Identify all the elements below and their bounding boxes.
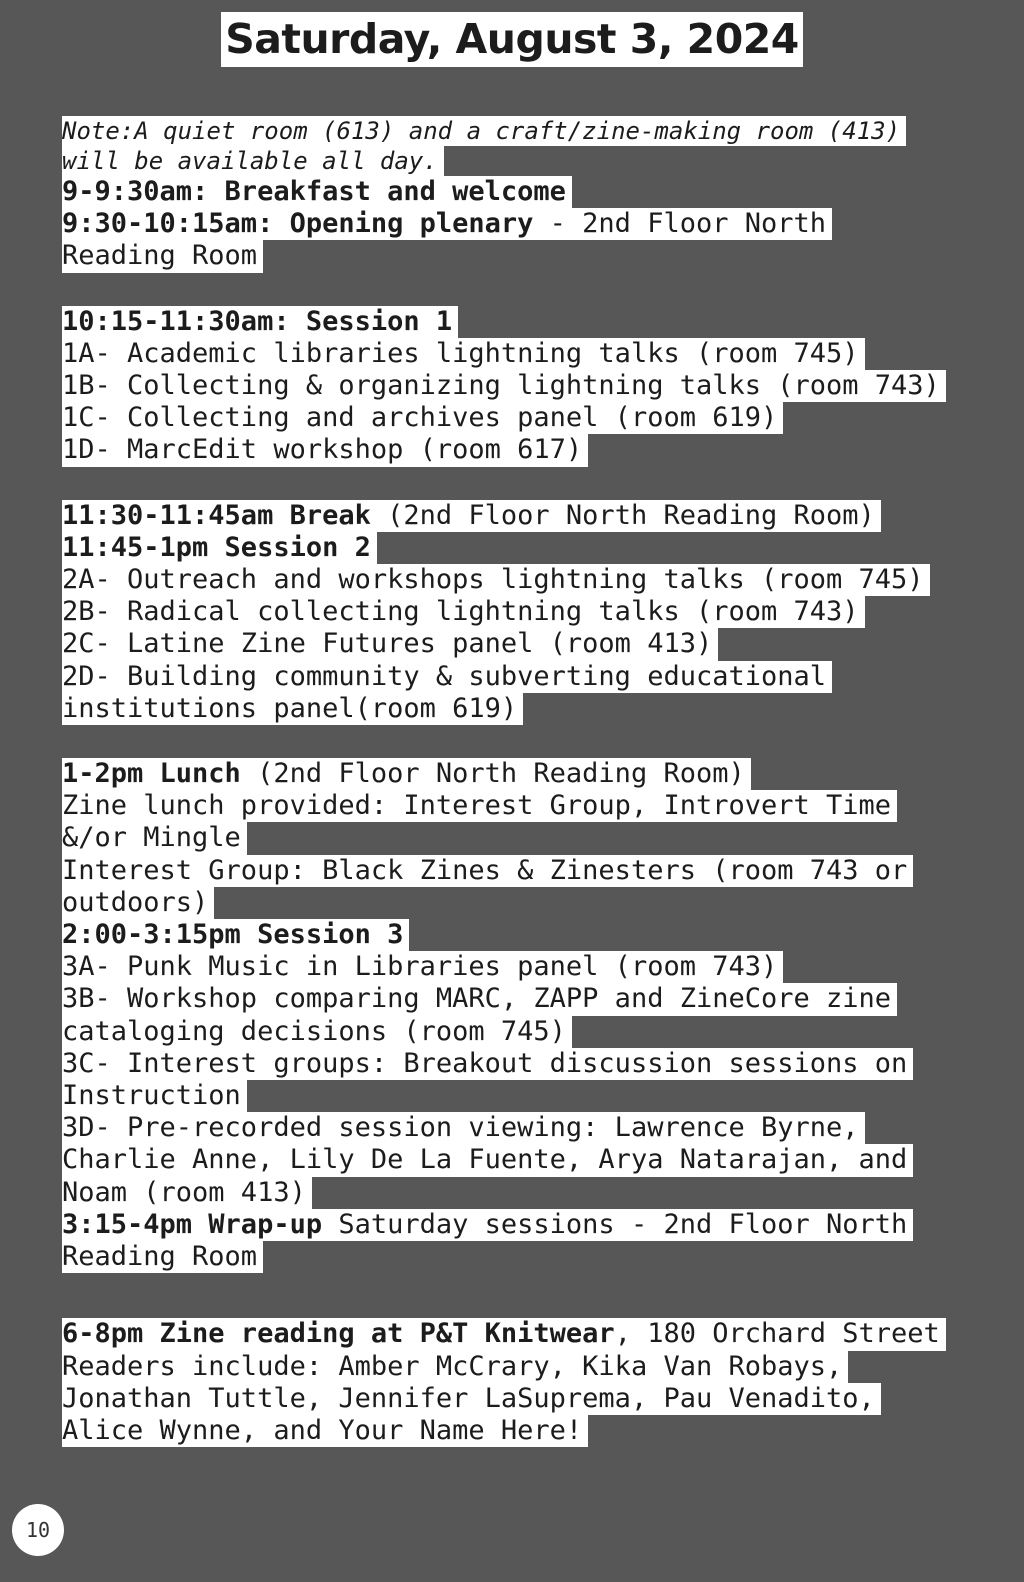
schedule-block-afternoon [62,758,992,1273]
note-line: Note:A quiet room (613) and a craft/zine-making room (413) [62,116,906,146]
schedule-block-morning [62,176,992,273]
schedule-line [62,306,458,338]
schedule-detail: Jonathan Tuttle, Jennifer LaSuprema, Pau Venadito, [62,1382,875,1414]
schedule-detail: - 2nd Floor North [533,208,827,240]
schedule-line [62,370,946,402]
page-number: 10 [12,1504,64,1556]
schedule-detail: 3A- Punk Music in Libraries panel (room 743) [62,951,778,983]
schedule-line [62,208,832,240]
schedule [62,116,992,1447]
schedule-detail: 1D- MarcEdit workshop (room 617) [62,434,583,466]
schedule-line [62,983,897,1015]
schedule-line [62,887,214,919]
schedule-line [62,693,523,725]
schedule-detail: Reading Room [62,1241,258,1273]
schedule-block-evening [62,1318,992,1447]
schedule-line [62,919,409,951]
spacer [62,273,992,306]
schedule-line [62,855,913,887]
schedule-detail: cataloging decisions (room 745) [62,1015,566,1047]
schedule-line [62,176,572,208]
schedule-line [62,1209,913,1241]
page-title: Saturday, August 3, 2024 [221,12,803,67]
schedule-detail: &/or Mingle [62,822,241,854]
schedule-block-session-1 [62,306,992,467]
schedule-detail: 3D- Pre-recorded session viewing: Lawrence Byrne, [62,1112,859,1144]
schedule-line [62,500,881,532]
schedule-time: 10:15-11:30am: Session 1 [62,305,453,337]
schedule-line [62,1383,881,1415]
schedule-line [62,1112,865,1144]
schedule-time: 3:15-4pm Wrap-up [62,1208,323,1240]
schedule-time: 6-8pm Zine reading at P&T Knitwear [62,1318,615,1350]
schedule-time: 9-9:30am: Breakfast and welcome [62,176,566,207]
schedule-line [62,338,865,370]
schedule-line [62,596,865,628]
schedule-detail: 1A- Academic libraries lightning talks (room 745) [62,337,859,369]
schedule-time: 11:45-1pm Session 2 [62,531,371,563]
schedule-time: 2:00-3:15pm Session 3 [62,919,404,951]
note-line: will be available all day. [62,146,444,176]
schedule-detail: Instruction [62,1080,241,1112]
schedule-line [62,758,751,790]
schedule-line [62,822,247,854]
schedule-detail: 2A- Outreach and workshops lightning talks (room 745) [62,564,924,596]
schedule-detail: 2C- Latine Zine Futures panel (room 413) [62,628,713,660]
schedule-line [62,402,783,434]
schedule-line [62,790,897,822]
schedule-line [62,1144,913,1176]
schedule-detail: (2nd Floor North Reading Room) [370,499,875,531]
schedule-detail: 1C- Collecting and archives panel (room 619) [62,402,778,434]
schedule-detail: , 180 Orchard Street [614,1318,940,1350]
spacer [62,467,992,500]
schedule-detail: 3C- Interest groups: Breakout discussion sessions on [62,1047,908,1079]
schedule-detail: Saturday sessions - 2nd Floor North [322,1208,908,1240]
schedule-detail: 2D- Building community & subverting educational [62,660,827,692]
schedule-line [62,1048,913,1080]
schedule-detail: Alice Wynne, and Your Name Here! [62,1414,583,1446]
schedule-line [62,532,377,564]
schedule-line [62,1415,588,1447]
schedule-detail: outdoors) [62,886,209,918]
schedule-detail: 3B- Workshop comparing MARC, ZAPP and ZineCore zine [62,983,892,1015]
schedule-line [62,1318,946,1350]
schedule-detail: (2nd Floor North Reading Room) [240,758,745,790]
schedule-line [62,951,783,983]
schedule-line [62,564,930,596]
schedule-detail: Charlie Anne, Lily De La Fuente, Arya Natarajan, and [62,1144,908,1176]
schedule-line [62,434,588,466]
schedule-line [62,1241,263,1273]
schedule-line [62,240,263,272]
spacer [62,725,992,758]
page-header [0,12,1024,67]
schedule-time: 1-2pm Lunch [62,758,241,790]
schedule-detail: institutions panel(room 619) [62,692,518,724]
schedule-detail: Reading Room [62,240,258,272]
schedule-detail: 2B- Radical collecting lightning talks (room 743) [62,596,859,628]
schedule-line [62,1351,848,1383]
schedule-detail: Interest Group: Black Zines & Zinesters (room 743 or [62,854,908,886]
schedule-time: 11:30-11:45am Break [62,499,371,531]
schedule-time: 9:30-10:15am: Opening plenary [62,208,534,240]
schedule-line [62,1080,247,1112]
schedule-detail: 1B- Collecting & organizing lightning talks (room 743) [62,370,940,402]
schedule-line [62,1177,312,1209]
schedule-line [62,628,718,660]
schedule-detail: Noam (room 413) [62,1176,306,1208]
schedule-detail: Readers include: Amber McCrary, Kika Van Robays, [62,1350,843,1382]
schedule-detail: Zine lunch provided: Interest Group, Introvert Time [62,790,892,822]
schedule-line [62,661,832,693]
spacer [62,1273,992,1318]
schedule-block-session-2 [62,500,992,725]
schedule-line [62,1016,572,1048]
